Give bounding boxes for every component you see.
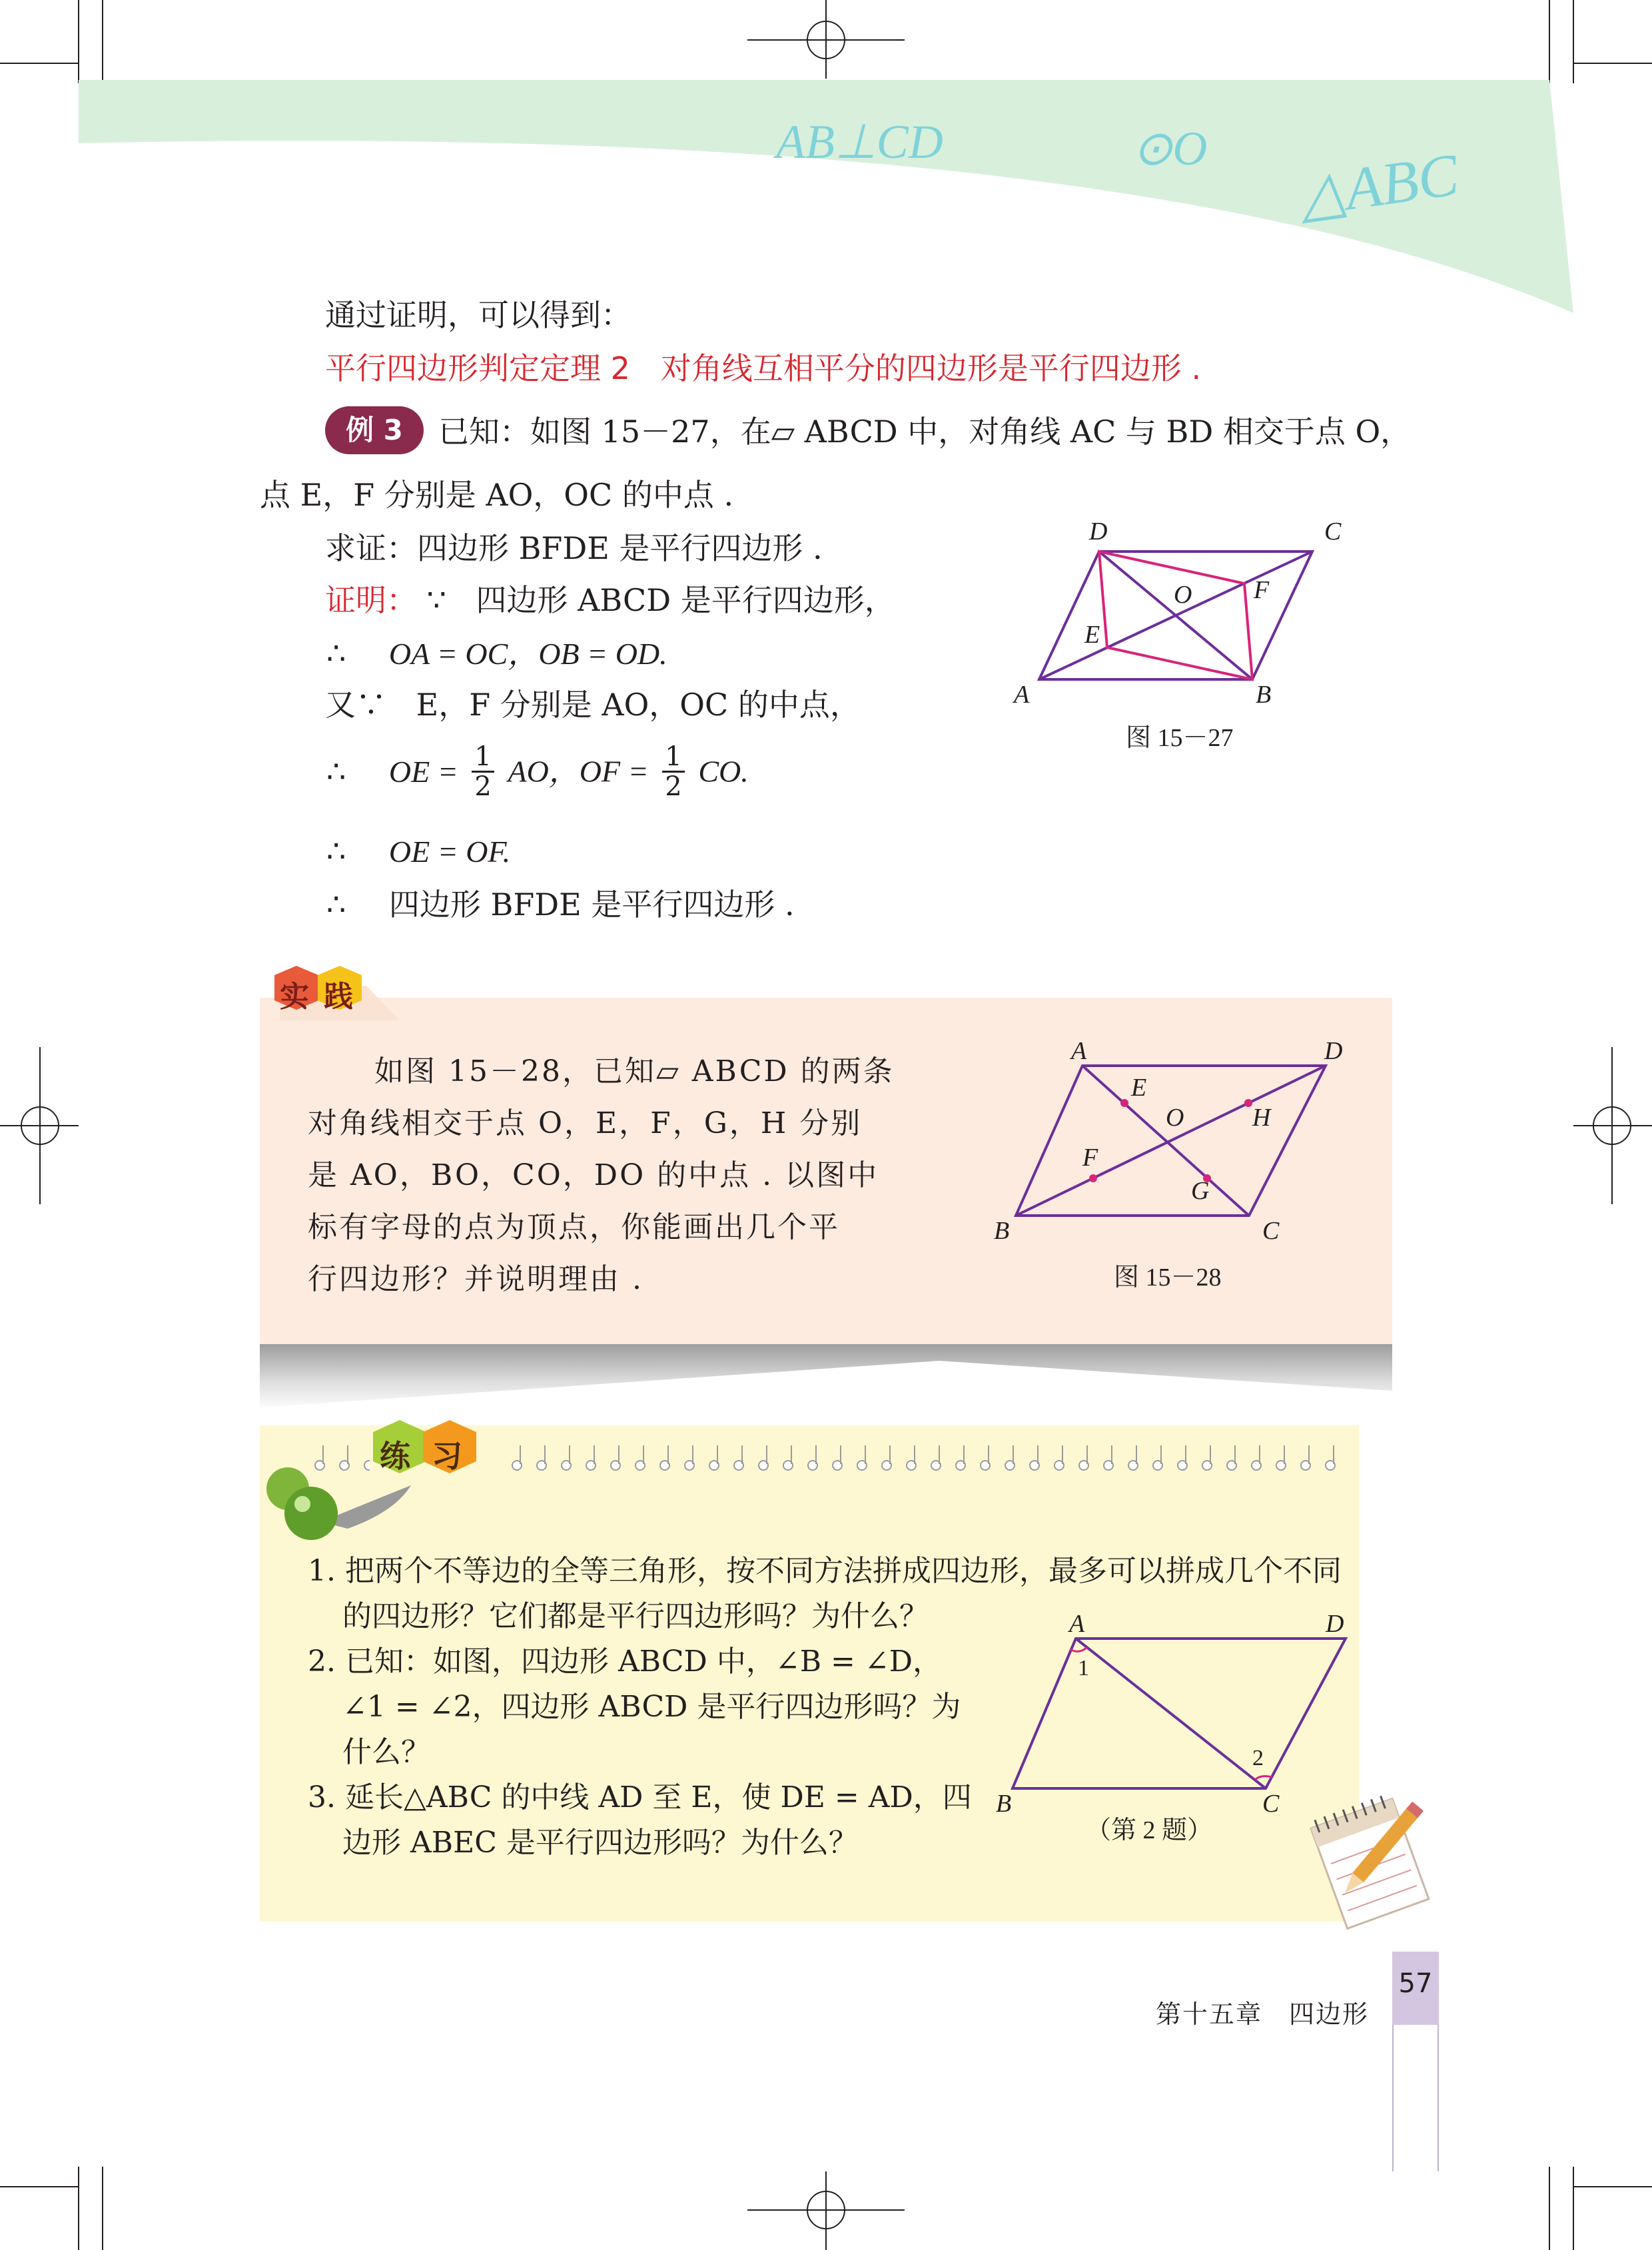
therefore-symbol: ∴ — [326, 887, 346, 923]
figure-15-28 — [979, 1032, 1366, 1299]
therefore-symbol: ∴ — [326, 753, 346, 790]
question-line: 延长△ABC 的中线 AD 至 E，使 DE = AD，四 — [344, 1780, 972, 1814]
page-edge-line — [1438, 2025, 1439, 2171]
example-prove: 求证：四边形 BFDE 是平行四边形 . — [325, 530, 823, 566]
fig-label: G — [1191, 1177, 1210, 1205]
proof-label: 证明： — [325, 582, 417, 618]
fraction-half: $\frac{1}{2}$ — [662, 743, 684, 801]
pushpin-icon — [261, 1459, 421, 1552]
proof-p4-a: OE = — [388, 754, 458, 789]
proof-p3-prefix: 又∵ — [325, 687, 386, 723]
question-line: 把两个不等边的全等三角形，按不同方法拼成四边形，最多可以拼成几个不同 — [344, 1554, 1342, 1588]
practice-title-1: 实 — [280, 980, 309, 1014]
practice-line: 是 AO，BO，CO，DO 的中点 . 以图中 — [308, 1158, 879, 1192]
proof-p2: OA = OC，OB = OD. — [388, 637, 667, 671]
example-badge — [325, 406, 424, 454]
question-line: 什么？ — [342, 1735, 430, 1769]
notepad-pencil-icon — [1299, 1785, 1432, 1938]
proof-line-2 — [326, 635, 667, 671]
fig-label: D — [1089, 518, 1108, 546]
fig-label: B — [996, 1790, 1012, 1818]
proof-line-6 — [326, 887, 795, 923]
practice-text — [308, 1046, 895, 1306]
fig-label: O — [1166, 1104, 1184, 1132]
example-badge-label: 例 3 — [346, 414, 403, 446]
exercise-q2 — [308, 1639, 961, 1775]
page-number: 57 — [1398, 1968, 1433, 1999]
figure-caption: 图 15－28 — [1114, 1264, 1222, 1292]
fig-label: 2 — [1252, 1746, 1264, 1770]
proof-line-5 — [326, 833, 511, 869]
fig-label: E — [1084, 621, 1100, 649]
fraction-half: $\frac{1}{2}$ — [472, 743, 494, 801]
fig-label: H — [1252, 1104, 1271, 1132]
proof-p4-b: AO，OF = — [508, 754, 649, 789]
exercise-title-1: 练 — [380, 1438, 410, 1474]
exercise-title-2: 习 — [432, 1438, 462, 1474]
proof-p1: 四边形 ABCD 是平行四边形， — [476, 582, 895, 618]
fig-label: C — [1262, 1217, 1280, 1245]
proof-p3: E，F 分别是 AO，OC 的中点， — [416, 687, 861, 723]
proof-line-1 — [325, 582, 895, 618]
question-line: 已知：如图，四边形 ABCD 中，∠B = ∠D， — [344, 1645, 943, 1679]
question-line: 的四边形？它们都是平行四边形吗？为什么？ — [342, 1599, 929, 1633]
question-number: 3. — [308, 1780, 336, 1814]
fig-label: C — [1262, 1790, 1280, 1818]
fig-label: A — [1069, 1610, 1085, 1638]
question-number: 2. — [308, 1645, 336, 1679]
because-symbol: ∵ — [426, 582, 446, 618]
practice-title-2: 践 — [324, 980, 353, 1014]
theorem-text: 平行四边形判定定理 2 对角线互相平分的四边形是平行四边形 . — [325, 350, 1202, 386]
fig-label: B — [994, 1217, 1010, 1245]
example-given-line2: 点 E，F 分别是 AO，OC 的中点 . — [260, 477, 734, 513]
question-line: ∠1 = ∠2，四边形 ABCD 是平行四边形吗？为 — [342, 1690, 961, 1724]
proof-line-4 — [326, 743, 749, 801]
fig-label: A — [1071, 1037, 1087, 1065]
proof-p6: 四边形 BFDE 是平行四边形 . — [388, 887, 795, 923]
example-given-line1: 已知：如图 15－27，在▱ ABCD 中，对角线 AC 与 BD 相交于点 O， — [438, 414, 1412, 450]
header-formula-triangle: △ABC — [1295, 141, 1463, 230]
page-edge-line — [1392, 2025, 1394, 2171]
figure-caption: （第 2 题） — [1086, 1816, 1213, 1844]
figure-caption: 图 15－27 — [1126, 724, 1234, 752]
header-formula-perpendicular: AB⊥CD — [776, 115, 943, 169]
practice-line: 如图 15－28，已知▱ ABCD 的两条 — [374, 1054, 895, 1088]
proof-p4-c: CO. — [698, 754, 749, 789]
proof-p5: OE = OF. — [388, 835, 511, 869]
figure-15-27 — [993, 513, 1372, 759]
practice-line: 行四边形？并说明理由 . — [308, 1262, 643, 1296]
fig-label: E — [1131, 1074, 1147, 1102]
proof-line-3 — [325, 687, 861, 723]
therefore-symbol: ∴ — [326, 833, 346, 869]
question-line: 边形 ABEC 是平行四边形吗？为什么？ — [342, 1826, 858, 1860]
question-number: 1. — [308, 1554, 336, 1588]
therefore-symbol: ∴ — [326, 635, 346, 671]
fig-label: F — [1254, 576, 1270, 604]
header-formula-circle: ⊙O — [1132, 122, 1208, 175]
fig-label: 1 — [1078, 1656, 1089, 1681]
fig-label: B — [1256, 681, 1272, 709]
fig-label: A — [1014, 681, 1030, 709]
chapter-label: 第十五章 四边形 — [1156, 2000, 1370, 2029]
intro-text: 通过证明，可以得到： — [325, 297, 631, 333]
fig-label: D — [1324, 1037, 1343, 1065]
fig-label: F — [1082, 1144, 1098, 1172]
fig-label: D — [1326, 1610, 1344, 1638]
fig-label: C — [1324, 518, 1342, 546]
exercise-q3 — [308, 1775, 972, 1866]
practice-line: 对角线相交于点 O，E，F，G，H 分别 — [308, 1106, 863, 1140]
practice-line: 标有字母的点为顶点，你能画出几个平 — [308, 1210, 840, 1244]
fig-label: O — [1174, 581, 1192, 609]
